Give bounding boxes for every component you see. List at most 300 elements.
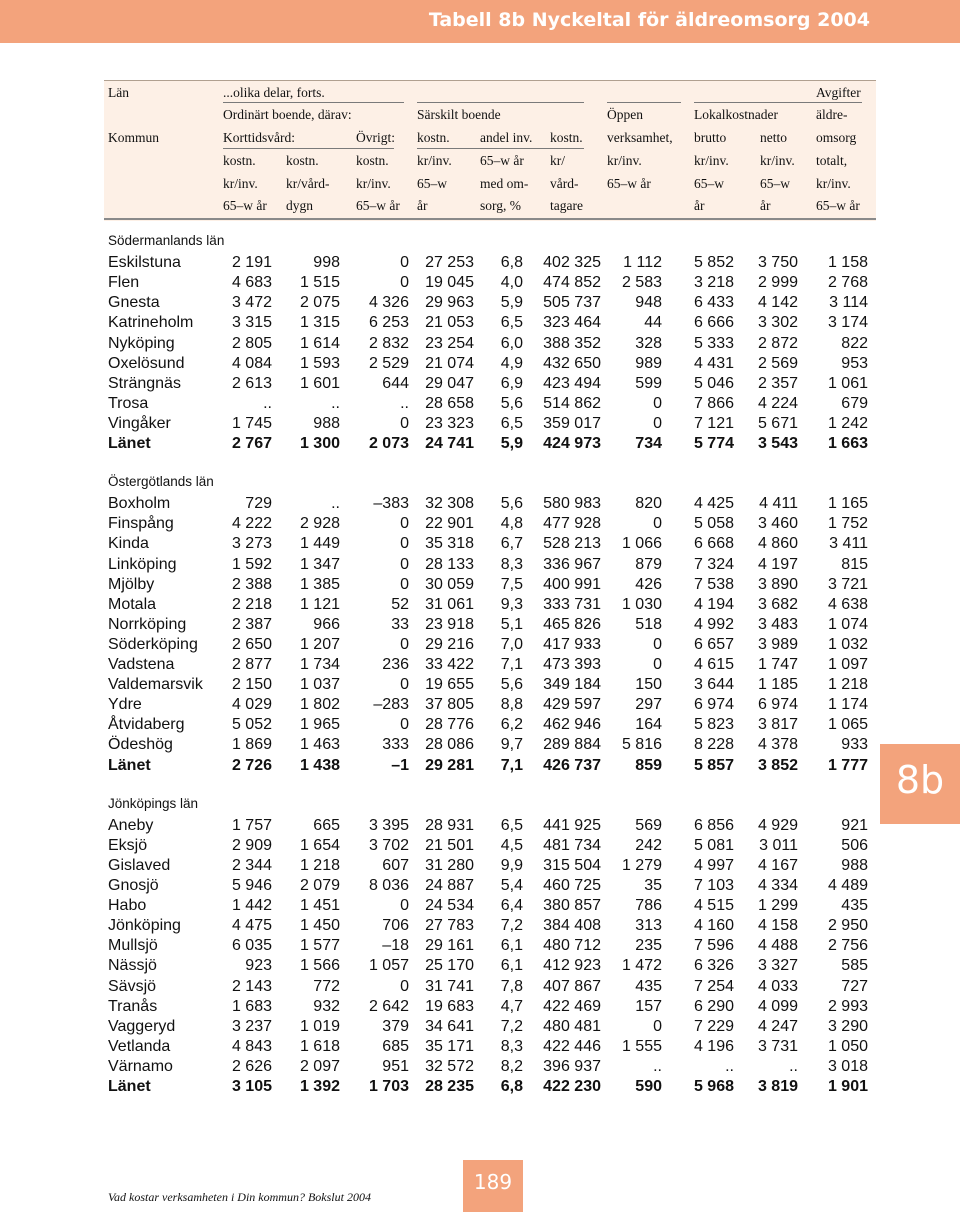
header-cell: med om- [480, 176, 529, 191]
table-cell: 1 592 [231, 555, 272, 573]
table-cell: .. [400, 394, 409, 412]
table-cell: 2 928 [299, 515, 340, 533]
municipality-name: Vadstena [108, 656, 175, 673]
section-title: Södermanlands län [108, 233, 225, 248]
table-cell: 2 805 [231, 334, 272, 352]
table-cell: 5 046 [693, 374, 734, 392]
municipality-name: Gnosjö [108, 877, 159, 894]
header-row [104, 173, 876, 195]
chapter-tab-label: 8b [895, 758, 945, 802]
table-cell: 236 [382, 656, 409, 673]
table-cell: 822 [841, 334, 868, 352]
header-row [104, 195, 876, 217]
municipality-name: Åtvidaberg [108, 716, 185, 734]
table-cell: 1 566 [299, 957, 340, 975]
table-cell: 1 315 [299, 314, 340, 332]
table-cell: 412 923 [543, 957, 601, 975]
header-cell: kostn. [356, 153, 389, 168]
table-cell: 8,2 [500, 1057, 523, 1075]
table-cell: 966 [313, 615, 340, 633]
table-cell: 5,1 [500, 615, 523, 633]
table-cell: 432 650 [543, 354, 601, 372]
table-row [108, 555, 868, 575]
table-cell: 6,2 [500, 716, 523, 734]
table-cell: 0 [400, 575, 409, 593]
table-cell: 2 079 [299, 877, 340, 894]
table-row [108, 896, 868, 916]
table-cell: 0 [653, 656, 662, 673]
table-cell: 1 515 [299, 274, 340, 292]
table-cell: 380 857 [543, 897, 601, 915]
header-cell: Öppen [607, 107, 643, 122]
table-row [108, 575, 868, 595]
table-cell: 417 933 [543, 635, 601, 653]
table-cell: 2 073 [368, 435, 409, 452]
table-cell: 2 909 [231, 836, 272, 854]
table-cell: 23 323 [425, 414, 474, 432]
table-cell: 1 901 [827, 1078, 868, 1095]
table-cell: 2 877 [231, 656, 272, 673]
total-row [108, 1077, 868, 1097]
table-cell: 923 [245, 957, 272, 975]
table-cell: 5 081 [693, 836, 734, 854]
table-cell: 6 974 [693, 696, 734, 714]
table-cell: 7,8 [500, 977, 523, 995]
table-cell: 1 777 [827, 756, 868, 774]
table-cell: 31 741 [425, 977, 474, 995]
table-cell: 465 826 [543, 615, 601, 633]
table-cell: 23 254 [425, 334, 474, 352]
table-cell: 435 [635, 977, 662, 995]
table-cell: 33 [391, 615, 409, 633]
table-cell: 4 378 [757, 736, 798, 754]
table-cell: 6 433 [693, 294, 734, 312]
header-cell: kr/inv. [356, 176, 391, 191]
table-cell: 35 [644, 877, 662, 894]
table-cell: 4 425 [693, 495, 734, 513]
table-cell: 859 [635, 756, 662, 774]
table-cell: 4,8 [500, 515, 523, 533]
table-cell: 22 901 [425, 515, 474, 533]
table-cell: 4 411 [759, 495, 798, 513]
table-row [108, 313, 868, 333]
table-cell: 8,3 [500, 1037, 523, 1055]
table-cell: 5 671 [757, 414, 798, 432]
table-cell: 1 663 [827, 435, 868, 452]
table-cell: 1 734 [299, 656, 340, 673]
table-cell: 336 967 [543, 555, 601, 573]
table-cell: 1 097 [827, 656, 868, 673]
table-cell: 0 [653, 394, 662, 412]
table-cell: 6 657 [693, 635, 734, 653]
table-row [108, 655, 868, 675]
table-cell: 34 641 [425, 1017, 474, 1035]
table-cell: 4 843 [231, 1037, 272, 1055]
table-cell: 7 538 [693, 575, 734, 593]
header-cell: sorg, % [480, 198, 522, 213]
municipality-name: Jönköping [108, 917, 181, 935]
table-cell: 3 543 [757, 435, 798, 452]
table-cell: 8 036 [368, 877, 409, 894]
table-header [104, 80, 876, 221]
table-cell: 1 279 [621, 856, 662, 874]
municipality-name: Oxelösund [108, 354, 185, 372]
table-cell: 3 411 [829, 535, 868, 553]
municipality-name: Norrköping [108, 615, 187, 633]
table-cell: 1 185 [757, 676, 798, 694]
table-cell: 4 224 [757, 394, 798, 412]
table-cell: 585 [841, 957, 868, 975]
table-cell: 932 [313, 997, 340, 1015]
table-cell: 2 999 [757, 274, 798, 292]
table-cell: 29 281 [425, 756, 474, 774]
table-cell: 6,1 [500, 937, 523, 955]
table-cell: 0 [400, 635, 409, 653]
table-cell: 4 475 [231, 917, 272, 935]
table-cell: 2 756 [827, 937, 868, 955]
table-cell: 1 442 [231, 897, 272, 915]
table-cell: 400 991 [543, 575, 601, 593]
table-cell: 323 464 [543, 314, 601, 332]
table-cell: 4 334 [757, 877, 798, 894]
table-cell: 528 213 [543, 535, 601, 553]
table-cell: 815 [841, 555, 868, 573]
table-cell: 3 460 [757, 515, 798, 533]
table-cell: 424 973 [543, 435, 601, 452]
table-cell: 349 184 [543, 676, 601, 694]
header-cell: år [417, 198, 428, 213]
table-cell: 6,4 [500, 897, 523, 915]
table-cell: 951 [382, 1057, 409, 1075]
table-cell: 2 388 [231, 575, 272, 593]
table-cell: 480 712 [543, 937, 601, 955]
table-cell: 1 061 [827, 374, 868, 392]
table-cell: 29 963 [425, 294, 474, 312]
table-cell: 315 504 [543, 856, 601, 874]
table-cell: 3 890 [757, 575, 798, 593]
header-cell: Kommun [108, 130, 160, 145]
table-cell: 518 [635, 615, 662, 633]
table-cell: 8,3 [500, 555, 523, 573]
table-cell: 1 121 [299, 595, 340, 613]
table-cell: 5,9 [500, 435, 523, 452]
table-cell: 7 324 [693, 555, 734, 573]
table-cell: 0 [400, 515, 409, 533]
table-cell: 1 451 [299, 897, 340, 915]
header-rule [417, 148, 584, 149]
table-row [108, 414, 868, 434]
table-cell: .. [789, 1057, 798, 1075]
table-cell: 4 029 [231, 696, 272, 714]
header-cell: brutto [694, 130, 727, 145]
table-cell: 7,0 [500, 635, 523, 653]
municipality-name: Sävsjö [108, 977, 157, 995]
table-cell: 2 642 [368, 997, 409, 1015]
table-cell: 9,9 [500, 856, 523, 874]
table-cell: 407 867 [543, 977, 601, 995]
header-top-rule [104, 80, 876, 81]
table-cell: 6,5 [500, 816, 523, 834]
table-cell: 4 099 [757, 997, 798, 1015]
table-cell: 7 596 [693, 937, 734, 955]
table-cell: 24 887 [425, 877, 474, 894]
table-cell: 35 318 [425, 535, 474, 553]
table-cell: 3 395 [368, 816, 409, 834]
header-cell: vård- [550, 176, 579, 191]
table-cell: 599 [635, 374, 662, 392]
header-cell: 65–w [417, 176, 447, 191]
header-cell: 65–w år [480, 153, 524, 168]
municipality-name: Vingåker [108, 414, 171, 432]
municipality-name: Linköping [108, 555, 177, 573]
table-cell: 727 [841, 977, 868, 995]
table-cell: 5,4 [500, 877, 523, 894]
header-cell: kr/inv. [223, 176, 258, 191]
table-cell: 0 [400, 977, 409, 995]
table-cell: 3 174 [827, 314, 868, 332]
table-cell: 3 852 [757, 756, 798, 774]
header-cell: dygn [286, 198, 313, 213]
table-cell: 30 059 [425, 575, 474, 593]
table-row [108, 514, 868, 534]
table-cell: 948 [635, 294, 662, 312]
table-cell: 1 112 [623, 254, 662, 272]
header-cell: tagare [550, 198, 583, 213]
table-cell: 1 057 [368, 957, 409, 975]
table-row [108, 334, 868, 354]
header-cell: äldre- [816, 107, 848, 122]
table-cell: 24 741 [425, 435, 474, 452]
header-cell: Län [108, 85, 129, 100]
page-title: Tabell 8b Nyckeltal för äldreomsorg 2004 [428, 9, 870, 31]
table-cell: 2 950 [827, 917, 868, 935]
header-cell: år [694, 198, 705, 213]
table-cell: 289 884 [543, 736, 601, 754]
table-cell: 1 066 [621, 535, 662, 553]
table-row [108, 876, 868, 896]
table-cell: 2 768 [827, 274, 868, 292]
title-bar [0, 0, 960, 43]
table-cell: 1 555 [621, 1037, 662, 1055]
table-cell: 5 946 [231, 877, 272, 894]
table-cell: 6,5 [500, 414, 523, 432]
table-cell: 989 [635, 354, 662, 372]
header-cell: Ordinärt boende, därav: [223, 107, 352, 122]
table-cell: 1 074 [827, 615, 868, 633]
table-cell: 679 [841, 394, 868, 412]
table-cell: 1 869 [231, 736, 272, 754]
table-cell: 27 253 [425, 254, 474, 272]
table-cell: 7,1 [500, 656, 523, 673]
header-rule [607, 102, 681, 103]
table-cell: 19 683 [425, 997, 474, 1015]
municipality-name: Valdemarsvik [108, 676, 203, 694]
table-cell: 4 142 [757, 294, 798, 312]
table-cell: 384 408 [543, 917, 601, 935]
page-number: 189 [473, 1170, 513, 1194]
municipality-name: Värnamo [108, 1057, 173, 1075]
table-cell: 473 393 [543, 656, 601, 673]
table-cell: 297 [635, 696, 662, 714]
table-cell: 5,6 [500, 394, 523, 412]
table-cell: 644 [382, 374, 409, 392]
table-row [108, 534, 868, 554]
header-row [104, 127, 876, 149]
table-cell: 477 928 [543, 515, 601, 533]
table-cell: 3 682 [757, 595, 798, 613]
header-cell: 65–w [694, 176, 724, 191]
table-cell: 0 [653, 515, 662, 533]
table-cell: 426 737 [543, 756, 601, 774]
header-rule [694, 102, 862, 103]
header-row [104, 150, 876, 172]
header-cell: andel inv. [480, 130, 533, 145]
table-cell: 1 347 [299, 555, 340, 573]
header-cell: kr/ [550, 153, 565, 168]
table-cell: 462 946 [543, 716, 601, 734]
table-cell: 2 191 [231, 254, 272, 272]
table-cell: 441 925 [543, 816, 601, 834]
table-cell: 1 032 [827, 635, 868, 653]
municipality-name: Flen [108, 274, 140, 292]
table-cell: 2 075 [299, 294, 340, 312]
table-cell: 4 194 [693, 595, 734, 613]
table-cell: 52 [391, 595, 409, 613]
table-cell: 3 290 [827, 1017, 868, 1035]
table-cell: 4 860 [757, 535, 798, 553]
table-cell: 5 852 [693, 254, 734, 272]
table-cell: 2 097 [299, 1057, 340, 1075]
table-cell: 7,2 [500, 917, 523, 935]
table-cell: 1 965 [299, 716, 340, 734]
table-cell: 3 114 [829, 294, 868, 312]
table-cell: 28 235 [425, 1078, 474, 1095]
table-cell: 3 644 [693, 676, 734, 694]
table-cell: 8,8 [500, 696, 523, 714]
table-cell: 4 997 [693, 856, 734, 874]
table-cell: 5 333 [693, 334, 734, 352]
table-cell: 1 030 [621, 595, 662, 613]
table-cell: 506 [841, 836, 868, 854]
table-cell: 4 033 [757, 977, 798, 995]
table-cell: 514 862 [543, 394, 601, 412]
table-cell: 2 218 [231, 595, 272, 613]
table-cell: 5,6 [500, 495, 523, 513]
table-cell: 25 170 [425, 957, 474, 975]
table-cell: 481 734 [543, 836, 601, 854]
table-cell: 7,5 [500, 575, 523, 593]
table-cell: 4 992 [693, 615, 734, 633]
header-cell: totalt, [816, 153, 848, 168]
table-row [108, 354, 868, 374]
table-cell: 6,8 [500, 254, 523, 272]
municipality-name: Aneby [108, 816, 154, 834]
table-cell: 1 614 [299, 334, 340, 352]
table-cell: 3 472 [231, 294, 272, 312]
table-cell: 6,5 [500, 314, 523, 332]
table-cell: 1 745 [231, 414, 272, 432]
table-cell: 1 218 [299, 856, 340, 874]
header-row [104, 82, 876, 104]
table-cell: 580 983 [543, 495, 601, 513]
table-cell: 5 816 [621, 736, 662, 754]
table-cell: 0 [400, 414, 409, 432]
table-row [108, 1017, 868, 1037]
table-row [108, 836, 868, 856]
table-cell: –18 [382, 937, 409, 955]
table-cell: 988 [841, 856, 868, 874]
table-cell: 4,5 [500, 836, 523, 854]
table-cell: 1 683 [231, 997, 272, 1015]
table-cell: –283 [373, 696, 409, 714]
table-cell: 1 158 [827, 254, 868, 272]
table-cell: 21 074 [425, 354, 474, 372]
table-cell: 2 626 [231, 1057, 272, 1075]
table-row [108, 936, 868, 956]
table-cell: 1 385 [299, 575, 340, 593]
table-cell: 4 488 [757, 937, 798, 955]
table-cell: 1 802 [299, 696, 340, 714]
municipality-name: Vetlanda [108, 1037, 171, 1055]
table-cell: 3 273 [231, 535, 272, 553]
table-cell: 734 [635, 435, 662, 452]
table-cell: 1 050 [827, 1037, 868, 1055]
municipality-name: Vaggeryd [108, 1017, 176, 1035]
table-cell: 435 [841, 897, 868, 915]
table-cell: 3 731 [757, 1037, 798, 1055]
municipality-name: Trosa [108, 394, 149, 412]
municipality-name: Mullsjö [108, 937, 158, 955]
header-row [104, 104, 876, 126]
table-row [108, 1057, 868, 1077]
table-cell: 328 [635, 334, 662, 352]
table-cell: 4,0 [500, 274, 523, 292]
table-cell: 3 105 [231, 1078, 272, 1095]
table-cell: 5 774 [693, 435, 734, 452]
table-cell: 4 683 [231, 274, 272, 292]
table-cell: 879 [635, 555, 662, 573]
table-cell: 313 [635, 917, 662, 935]
table-cell: 21 053 [425, 314, 474, 332]
table-cell: 1 450 [299, 917, 340, 935]
table-row [108, 293, 868, 313]
table-cell: 1 703 [368, 1078, 409, 1095]
table-cell: 7 866 [693, 394, 734, 412]
table-cell: 28 086 [425, 736, 474, 754]
table-cell: 4 167 [757, 856, 798, 874]
table-cell: 422 446 [543, 1037, 601, 1055]
table-cell: 1 207 [299, 635, 340, 653]
table-cell: 1 438 [299, 756, 340, 774]
table-cell: 1 299 [757, 897, 798, 915]
table-cell: 37 805 [425, 696, 474, 714]
table-cell: 3 302 [757, 314, 798, 332]
table-cell: 29 047 [425, 374, 474, 392]
table-cell: 150 [635, 676, 662, 694]
table-cell: 4 515 [693, 897, 734, 915]
table-cell: 6 035 [231, 937, 272, 955]
header-cell: 65–w år [816, 198, 860, 213]
table-cell: 1 593 [299, 354, 340, 372]
table-row [108, 816, 868, 836]
header-cell: kr/inv. [417, 153, 452, 168]
table-cell: 1 037 [299, 676, 340, 694]
table-cell: 460 725 [543, 877, 601, 894]
municipality-name: Gislaved [108, 856, 171, 874]
table-cell: 6 253 [368, 314, 409, 332]
table-cell: 1 752 [827, 515, 868, 533]
table-cell: 0 [400, 254, 409, 272]
